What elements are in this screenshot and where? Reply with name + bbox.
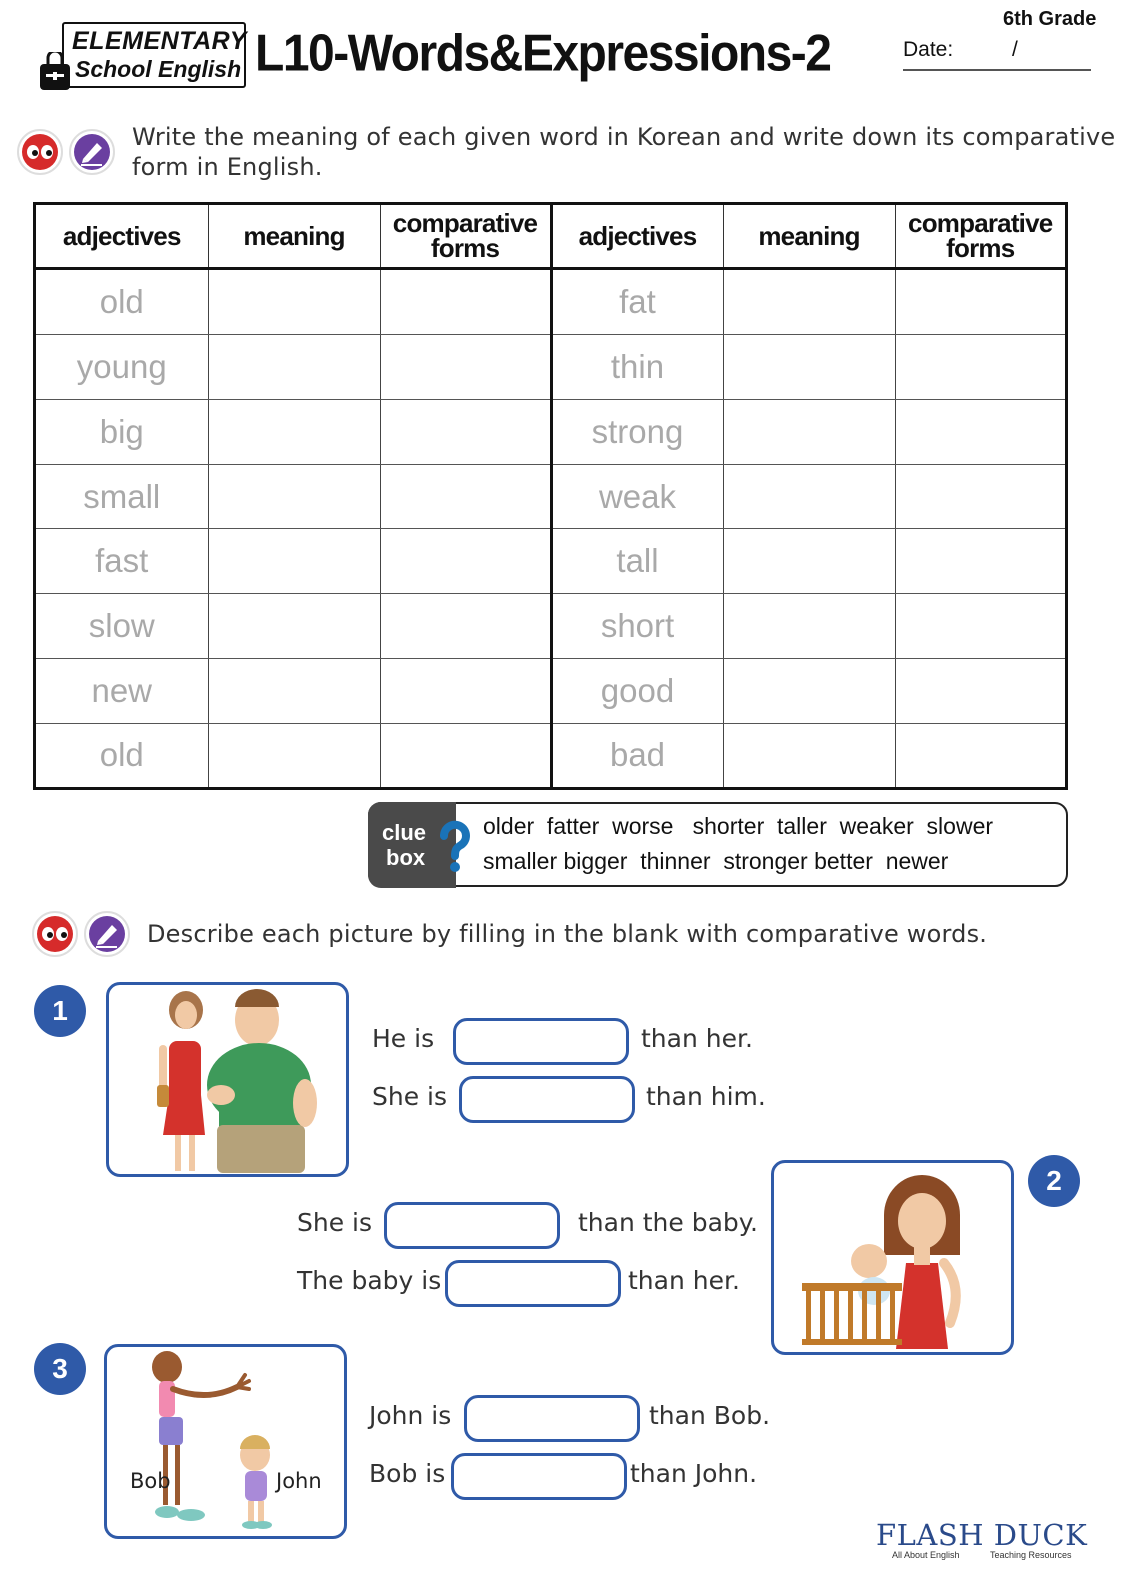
label-john: John <box>276 1469 322 1493</box>
instruction-badges-2 <box>31 910 131 958</box>
adjective-cell: bad <box>551 723 723 787</box>
eyes-icon <box>16 128 64 176</box>
ex1-answer-blank-1[interactable] <box>453 1018 629 1065</box>
header-comparative-forms <box>895 205 1065 269</box>
clue-tag-line2: box <box>386 845 426 870</box>
comparative-answer-cell[interactable] <box>380 464 551 529</box>
instruction-line-1: Write the meaning of each given word in Korean and write down its comparative <box>132 123 1116 151</box>
comparative-answer-cell[interactable] <box>380 658 551 723</box>
comparative-answer-cell[interactable] <box>895 594 1065 659</box>
meaning-answer-cell[interactable] <box>208 529 380 594</box>
adjective-cell: good <box>551 658 723 723</box>
instruction-badges <box>16 128 116 176</box>
ex3-sentence2-start: Bob is <box>369 1459 446 1488</box>
comparative-answer-cell[interactable] <box>380 400 551 465</box>
adjective-cell: thin <box>551 335 723 400</box>
picture-3-frame <box>104 1344 347 1539</box>
adjective-cell: strong <box>551 400 723 465</box>
adjective-cell: new <box>36 658 208 723</box>
header-comparative-line1: comparative <box>392 208 538 238</box>
meaning-answer-cell[interactable] <box>723 335 895 400</box>
meaning-answer-cell[interactable] <box>723 529 895 594</box>
school-bag-icon <box>37 52 73 92</box>
table-row <box>36 594 1065 659</box>
ex2-answer-blank-2[interactable] <box>445 1260 621 1307</box>
pencil-icon <box>83 910 131 958</box>
comparative-answer-cell[interactable] <box>380 723 551 787</box>
meaning-answer-cell[interactable] <box>723 400 895 465</box>
adjective-cell: small <box>36 464 208 529</box>
meaning-answer-cell[interactable] <box>723 658 895 723</box>
adjective-cell: short <box>551 594 723 659</box>
exercise-number-1: 1 <box>34 985 86 1037</box>
meaning-answer-cell[interactable] <box>723 723 895 787</box>
logo-text-elementary: ELEMENTARY <box>72 27 247 55</box>
ex2-sentence2-start: The baby is <box>297 1266 442 1295</box>
meaning-answer-cell[interactable] <box>208 335 380 400</box>
meaning-answer-cell[interactable] <box>208 723 380 787</box>
instruction-describe: Describe each picture by filling in the blank with comparative words. <box>147 920 988 948</box>
adjective-cell: fat <box>551 269 723 335</box>
brand-sub-left: All About English <box>892 1550 960 1560</box>
brand-sub-right: Teaching Resources <box>990 1550 1072 1560</box>
meaning-answer-cell[interactable] <box>208 400 380 465</box>
ex3-answer-blank-2[interactable] <box>451 1453 627 1500</box>
pencil-icon <box>68 128 116 176</box>
comparative-answer-cell[interactable] <box>895 335 1065 400</box>
comparative-answer-cell[interactable] <box>895 529 1065 594</box>
date-label: Date: <box>903 38 954 61</box>
instruction-line-2: form in English. <box>132 153 323 181</box>
header-comparative-line2: forms <box>946 233 1015 263</box>
adjective-cell: old <box>36 269 208 335</box>
ex3-sentence1-end: than Bob. <box>649 1401 771 1430</box>
tall-bob-short-john-illustration <box>107 1347 344 1536</box>
exercise-number-2: 2 <box>1028 1155 1080 1207</box>
comparative-answer-cell[interactable] <box>895 269 1065 335</box>
date-slash: / <box>1012 38 1018 61</box>
adjective-cell: fast <box>36 529 208 594</box>
ex2-sentence2-end: than her. <box>628 1266 740 1295</box>
woman-and-baby-illustration <box>774 1163 1011 1352</box>
table-row <box>36 529 1065 594</box>
ex2-answer-blank-1[interactable] <box>384 1202 560 1249</box>
ex3-sentence1-start: John is <box>369 1401 452 1430</box>
header-comparative-line2: forms <box>430 233 500 263</box>
comparative-answer-cell[interactable] <box>895 723 1065 787</box>
table-row <box>36 658 1065 723</box>
meaning-answer-cell[interactable] <box>723 464 895 529</box>
ex1-sentence1-start: He is <box>372 1024 435 1053</box>
adjective-table-grid <box>36 205 1065 787</box>
flashduck-logo <box>876 1518 1087 1552</box>
ex2-sentence1-start: She is <box>297 1208 373 1237</box>
ex3-answer-blank-1[interactable] <box>464 1395 640 1442</box>
table-body <box>36 269 1065 788</box>
ex1-sentence1-end: than her. <box>641 1024 753 1053</box>
meaning-answer-cell[interactable] <box>208 658 380 723</box>
header-adjectives: adjectives <box>36 205 208 269</box>
clue-words-line2: smaller bigger thinner stronger better newer <box>483 848 949 874</box>
ex2-sentence1-end: than the baby. <box>578 1208 758 1237</box>
table-header-row <box>36 205 1065 269</box>
clue-tag-line1: clue <box>382 820 427 845</box>
header-comparative-line1: comparative <box>908 208 1053 238</box>
comparative-answer-cell[interactable] <box>380 594 551 659</box>
ex1-answer-blank-2[interactable] <box>459 1076 635 1123</box>
meaning-answer-cell[interactable] <box>208 594 380 659</box>
adjective-cell: slow <box>36 594 208 659</box>
clue-words-line1: older fatter worse shorter taller weaker slower <box>483 813 994 839</box>
picture-2-frame <box>771 1160 1014 1355</box>
header-meaning: meaning <box>723 205 895 269</box>
label-bob: Bob <box>130 1469 171 1493</box>
page-title: L10-Words&Expressions-2 <box>255 25 831 83</box>
ex3-sentence2-end: than John. <box>630 1459 758 1488</box>
meaning-answer-cell[interactable] <box>723 594 895 659</box>
meaning-answer-cell[interactable] <box>723 269 895 335</box>
grade-label: 6th Grade <box>1003 8 1097 30</box>
header-adjectives: adjectives <box>551 205 723 269</box>
header-comparative-forms <box>380 205 551 269</box>
ex1-sentence2-end: than him. <box>646 1082 766 1111</box>
logo-text-school-english: School English <box>75 56 242 82</box>
header-meaning: meaning <box>208 205 380 269</box>
meaning-answer-cell[interactable] <box>208 269 380 335</box>
thin-woman-fat-man-illustration <box>109 985 346 1174</box>
comparative-answer-cell[interactable] <box>895 658 1065 723</box>
eyes-icon <box>31 910 79 958</box>
comparative-answer-cell[interactable] <box>380 269 551 335</box>
adjective-cell: old <box>36 723 208 787</box>
table-row <box>36 335 1065 400</box>
table-row <box>36 464 1065 529</box>
table-row <box>36 269 1065 335</box>
table-row <box>36 400 1065 465</box>
ex1-sentence2-start: She is <box>372 1082 448 1111</box>
adjective-cell: weak <box>551 464 723 529</box>
comparative-answer-cell[interactable] <box>380 529 551 594</box>
adjective-table <box>33 202 1068 790</box>
adjective-cell: young <box>36 335 208 400</box>
comparative-answer-cell[interactable] <box>895 400 1065 465</box>
adjective-cell: big <box>36 400 208 465</box>
comparative-answer-cell[interactable] <box>380 335 551 400</box>
brand-name: FLASH DUCK <box>876 1518 1088 1552</box>
exercise-number-3: 3 <box>34 1343 86 1395</box>
adjective-cell: tall <box>551 529 723 594</box>
question-mark-icon <box>436 820 472 874</box>
date-field-line[interactable] <box>903 69 1091 71</box>
comparative-answer-cell[interactable] <box>895 464 1065 529</box>
picture-1-frame <box>106 982 349 1177</box>
table-row <box>36 723 1065 787</box>
meaning-answer-cell[interactable] <box>208 464 380 529</box>
